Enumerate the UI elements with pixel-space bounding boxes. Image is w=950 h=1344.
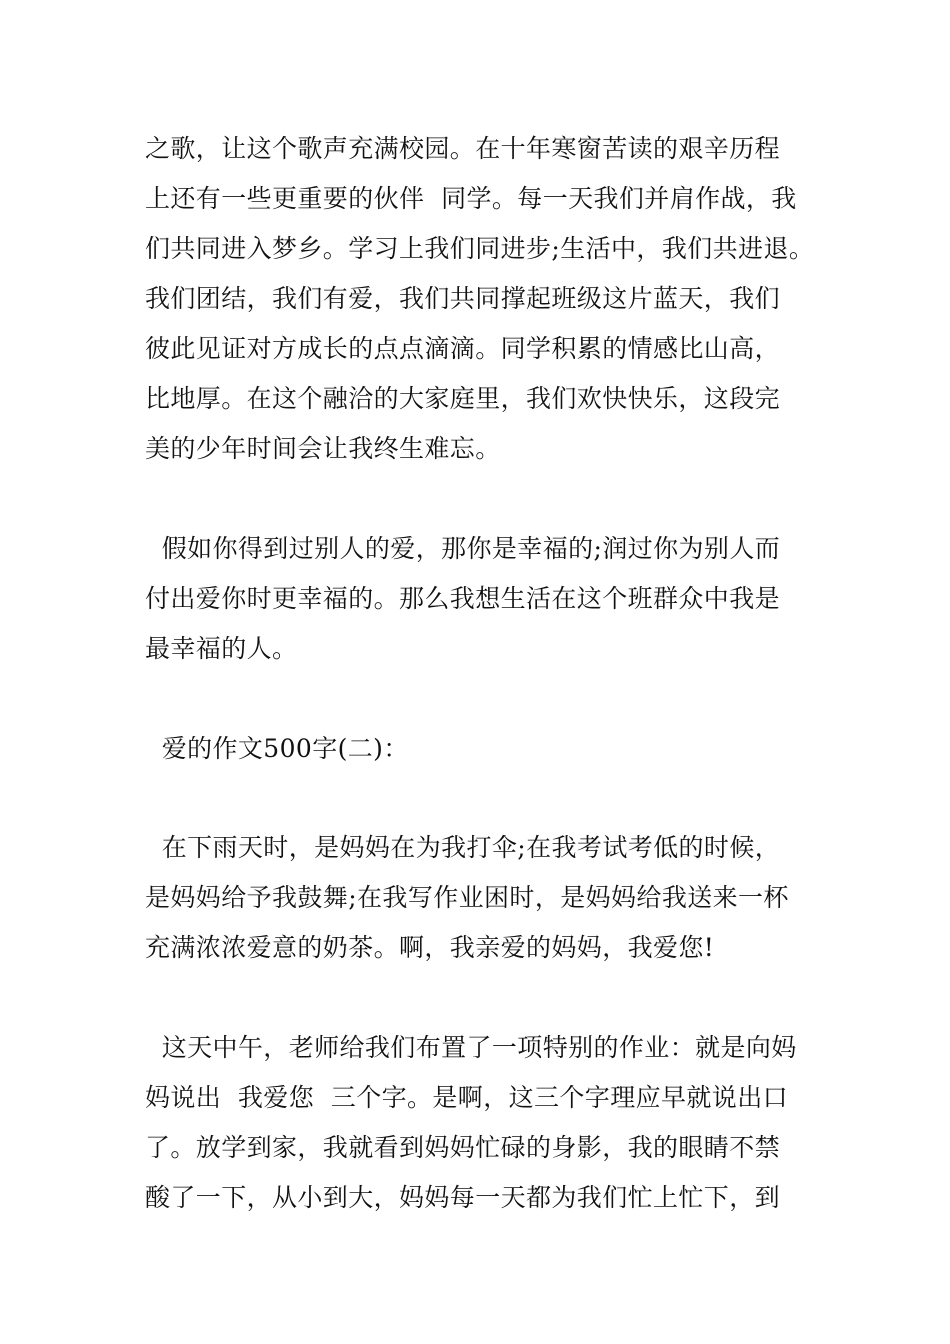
text-line: 我们团结，我们有爱，我们共同撑起班级这片蓝天，我们 <box>145 284 781 313</box>
text-line: 充满浓浓爱意的奶茶。啊，我亲爱的妈妈，我爱您! <box>145 933 715 962</box>
text-line: 假如你得到过别人的爱，那你是幸福的;润过你为别人而 <box>145 534 781 563</box>
text-line: 最幸福的人。 <box>145 634 298 663</box>
section-heading: 爱的作文500字(二)： <box>145 734 409 763</box>
text-line: 这天中午，老师给我们布置了一项特别的作业：就是向妈 <box>145 1033 797 1062</box>
text-line: 彼此见证对方成长的点点滴滴。同学积累的情感比山高， <box>145 334 781 363</box>
text-line: 酸了一下，从小到大，妈妈每一天都为我们忙上忙下，到 <box>145 1183 781 1212</box>
text-line: 之歌，让这个歌声充满校园。在十年寒窗苦读的艰辛历程 <box>145 134 781 163</box>
text-line: 美的少年时间会让我终生难忘。 <box>145 434 501 463</box>
text-line: 们共同进入梦乡。学习上我们同进步;生活中，我们共进退。 <box>145 234 815 263</box>
text-line: 比地厚。在这个融洽的大家庭里，我们欢快快乐，这段完 <box>145 384 781 413</box>
text-line: 付出爱你时更幸福的。那么我想生活在这个班群众中我是 <box>145 584 781 613</box>
text-line: 上还有一些更重要的伙伴 同学。每一天我们并肩作战，我 <box>145 184 797 213</box>
text-line: 了。放学到家，我就看到妈妈忙碌的身影，我的眼睛不禁 <box>145 1133 781 1162</box>
text-line: 妈说出 我爱您 三个字。是啊，这三个字理应早就说出口 <box>145 1083 788 1112</box>
text-line: 是妈妈给予我鼓舞;在我写作业困时，是妈妈给我送来一杯 <box>145 883 789 912</box>
text-line: 在下雨天时，是妈妈在为我打伞;在我考试考低的时候， <box>145 833 781 862</box>
